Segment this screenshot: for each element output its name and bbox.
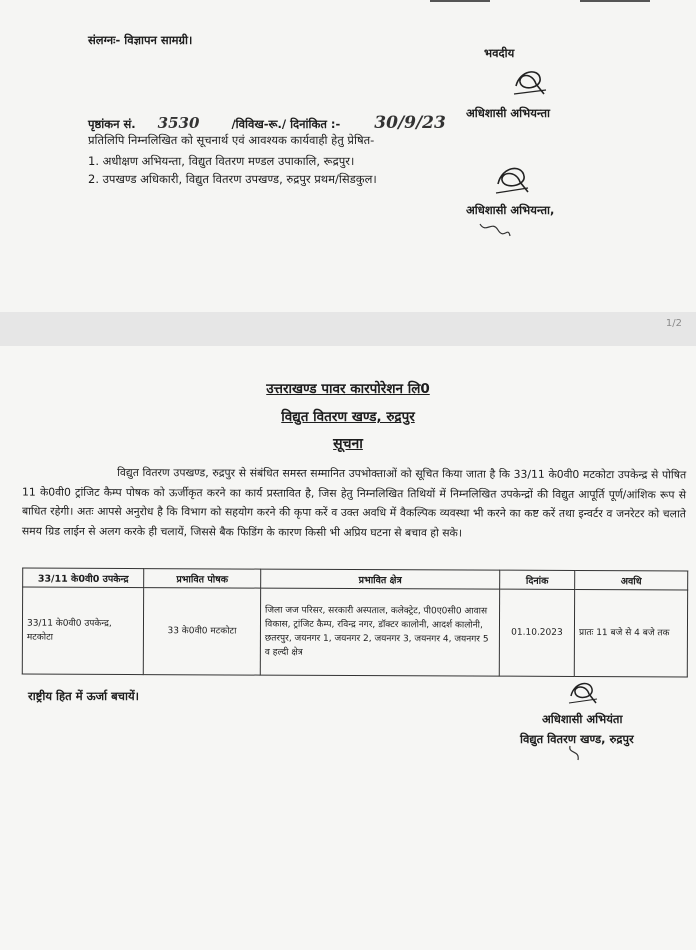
cut-off-text-strip: [430, 0, 660, 4]
table-row: [22, 587, 687, 677]
letter-page-1: [0, 0, 696, 312]
notice-body-text: विद्युत वितरण उपखण्ड, रुद्रपुर से संबंधित समस्त सम्मानित उपभोक्ताओं को सूचित किया जाता है कि 33/11 के0वी0 मटकोटा उपकेन्द्र से पोषित 11 के0वी0 ट्रांजिट कैम्प पोषक को ऊर्जीकृत करने का कार्य प्रस्तावित है, जिस हेतु निम्नलिखित तिथियों में निम्नलिखित उपकेन्द्रों की विद्युत आपूर्ति पूर्ण/आंशिक रूप से बाधित रहेगी। अतः आपसे अनुरोध है कि विभाग को सहयोग करने की कृपा करें व उक्त अवधि में वैकल्पिक व्यवस्था भी करने का कष्ट करें तथा इन्वर्टर व जनरेटर को चलाते समय ग्रिड लाईन से अलग करके ही चलायें, जिससे बैक फिडिंग के कारण किसी भी अप्रिय घटना से बचाव हो सके।: [21, 465, 687, 539]
copy-to-line: प्रतिलिपि निम्नलिखित को सूचनार्थ एवं आवश्यक कार्यवाही हेतु प्रेषित-: [88, 133, 375, 147]
letter-page-2: [0, 346, 696, 950]
division-title: विद्युत वितरण खण्ड, रुद्रपुर: [281, 409, 415, 425]
signature-tail: [566, 744, 588, 762]
cell-duration: प्रातः 11 बजे से 4 बजे तक: [574, 589, 687, 676]
col-substation: 33/11 के0वी0 उपकेन्द्र: [23, 568, 144, 588]
cell-date: 01.10.2023: [499, 589, 574, 676]
outage-table: [22, 568, 688, 678]
ref-number: 3530: [157, 114, 200, 132]
org-title: उत्तराखण्ड पावर कारपोरेशन लि0: [266, 381, 430, 397]
enclosure-line: संलग्नः- विज्ञापन सामग्री।: [88, 33, 193, 47]
cell-substation: 33/11 के0वी0 उपकेन्द्र, मटकोटा: [22, 587, 143, 675]
copy-item-1: 1. अधीक्षण अभियन्ता, विद्युत वितरण मण्डल उपाकालि, रूद्रपुर।: [88, 154, 355, 168]
col-date: दिनांक: [500, 570, 575, 589]
notice-body: [22, 463, 686, 544]
signatory-1: अधिशासी अभियन्ता: [466, 106, 550, 120]
closing-text: भवदीय: [484, 46, 515, 60]
signature-1: [510, 64, 550, 98]
signature-flourish: [478, 218, 512, 238]
notice-heading: सूचना: [333, 436, 363, 452]
page-separator: [0, 312, 696, 346]
signature-2: [492, 160, 532, 196]
sign-office: विद्युत वितरण खण्ड, रुद्रपुर: [520, 732, 634, 746]
cell-area: जिला जज परिसर, सरकारी अस्पताल, कलेक्ट्रेट, पी0ए0सी0 आवास विकास, ट्रांजिट कैम्प, रविन्द्र नगर, डॉक्टर कालोनी, आदर्श कालोनी, छतरपुर, जयनगर 1, जयनगर 2, जयनगर 3, जयनगर 4, जयनगर 5 व हल्दी क्षेत्र: [260, 588, 499, 676]
copy-item-2: 2. उपखण्ड अधिकारी, विद्युत वितरण उपखण्ड, रुद्रपुर प्रथम/सिडकुल।: [88, 172, 377, 186]
signatory-2: अधिशासी अभियन्ता,: [466, 203, 555, 217]
col-duration: अवधि: [575, 570, 688, 589]
page-number: 1/2: [665, 318, 682, 329]
sign-title: अधिशासी अभियंता: [542, 712, 623, 726]
ref-prefix: पृष्ठांकन सं.: [88, 117, 136, 131]
ref-date: 30/9/23: [374, 113, 446, 133]
col-area: प्रभावित क्षेत्र: [261, 569, 500, 589]
col-feeder: प्रभावित पोषक: [144, 569, 261, 589]
cell-feeder: 33 के0वी0 मटकोटा: [143, 588, 260, 676]
signature-3: [566, 676, 600, 706]
slogan: राष्ट्रीय हित में ऊर्जा बचायें।: [28, 689, 139, 703]
reference-line: [88, 113, 446, 133]
ref-mid: /विविख-रू./ दिनांकित :-: [231, 117, 341, 131]
